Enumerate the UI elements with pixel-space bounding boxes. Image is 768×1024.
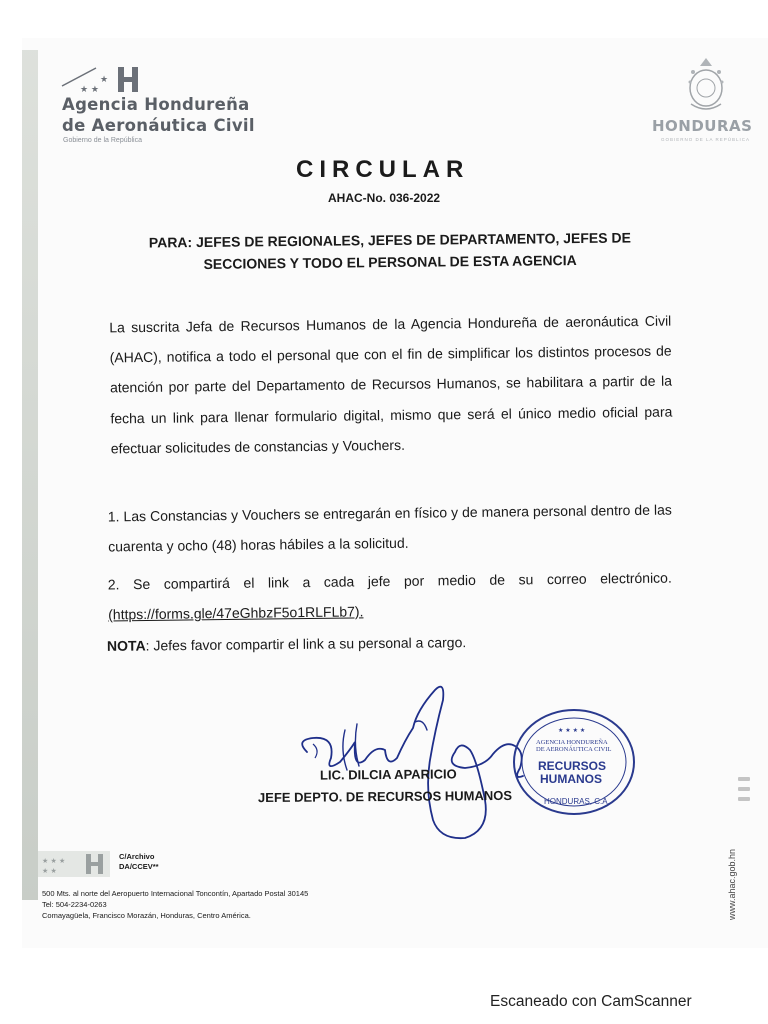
agency-h-star-icon [60,64,160,94]
honduras-government-logo [645,54,768,149]
list-item-1: 1. Las Constancias y Vouchers se entregarán en físico y de manera personal dentro de las cuarenta y ocho (48) horas hábiles a la solicitud. [107,501,672,555]
honduras-coat-of-arms-icon [683,54,729,116]
footer-address [42,888,308,921]
svg-text:★: ★ [100,75,109,85]
body-paragraph: La suscrita Jefa de Recursos Humanos de la Agencia Hondureña de aeronáutica Civil (AHAC), notifica a todo el personal que con el fin de simplificar los distintos procesos de atención por parte del Departamento de Recursos Humanos, se habilitara a partir de la fecha un link para llenar formulario digital, mismo que será el único medio oficial para efectuar solicitudes de constancias y Vouchers. [109,312,673,457]
agency-logo [45,64,295,154]
svg-text:★ ★: ★ ★ [80,85,99,94]
country-name: HONDURAS [652,117,753,135]
hr-department-stamp [510,706,638,818]
list-item-2-text: 2. Se compartirá el link a cada jefe por medio de su correo electrónico. [107,569,672,593]
decorative-side-band [22,50,38,900]
stamp-main-line2: HUMANOS [540,772,602,786]
handwritten-signature [295,680,545,845]
stamp-line2: DE AERONÁUTICA CIVIL [536,746,612,753]
agency-name-line1: Agencia Hondureña [62,95,250,114]
agency-name-line2: de Aeronáutica Civil [62,116,255,135]
recipients-line2: SECCIONES Y TODO EL PERSONAL DE ESTA AGENCIA [203,252,577,272]
svg-text:★ ★: ★ ★ [42,867,57,875]
svg-text:★ ★ ★ ★: ★ ★ ★ ★ [558,727,586,734]
footer-agency-h-icon [38,851,110,877]
list-item-2 [108,563,673,630]
footer-archive: C/Archivo [119,852,155,861]
footer-website[interactable]: www.ahac.gob.hn [727,848,737,920]
agency-subtitle: Gobierno de la República [63,137,142,144]
document-title: CIRCULAR [296,156,470,183]
country-subtitle: GOBIERNO DE LA REPÚBLICA [661,137,751,142]
scanner-watermark: Escaneado con CamScanner [490,993,692,1010]
svg-text:★ ★ ★: ★ ★ ★ [42,857,66,865]
stamp-main-line1: RECURSOS [538,759,607,773]
decorative-side-marks [738,777,750,801]
footer-address-line2: Comayagüela, Francisco Morazán, Honduras, Centro América. [42,911,251,920]
form-link[interactable]: (https://forms.gle/47eGhbzF5o1RLFLb7). [108,603,364,623]
agency-name [62,94,255,136]
document-reference: AHAC-No. 036-2022 [328,191,441,205]
footer-address-line1: 500 Mts. al norte del Aeropuerto Internacional Toncontín, Apartado Postal 30145 [42,889,309,898]
signatory-name: LIC. DILCIA APARICIO [319,766,457,783]
recipients-block [120,226,660,276]
footer-phone: Tel: 504-2234-0263 [42,900,107,909]
note-text: : Jefes favor compartir el link a su personal a cargo. [145,634,467,654]
signatory-title: JEFE DEPTO. DE RECURSOS HUMANOS [257,787,513,806]
note-label: NOTA [106,637,146,654]
stamp-line1: AGENCIA HONDUREÑA [536,739,608,746]
footer-codes [119,852,159,872]
recipients-line1: PARA: JEFES DE REGIONALES, JEFES DE DEPARTAMENTO, JEFES DE [148,229,631,251]
footer-code: DA/CCEV** [119,862,159,871]
stamp-bottom-line: HONDURAS, C.A. [544,797,610,806]
